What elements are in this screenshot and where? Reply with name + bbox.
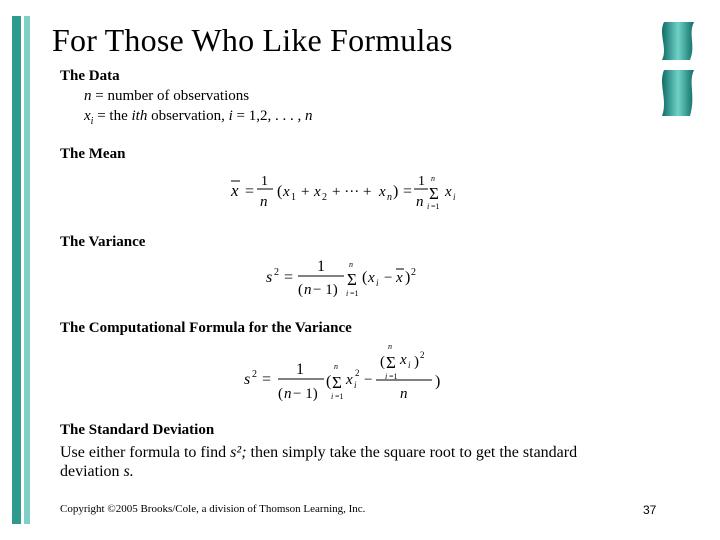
std-description: [60, 443, 635, 481]
data-line-xi-pre: = the: [93, 108, 132, 124]
svg-text:n: n: [431, 174, 435, 183]
svg-text:x: x: [368, 270, 375, 286]
svg-text:2: 2: [274, 267, 279, 278]
var-i: i: [228, 108, 233, 124]
svg-text:n: n: [387, 192, 392, 203]
svg-text:n: n: [284, 386, 292, 402]
copyright-text: Copyright ©2005 Brooks/Cole, a division of Thomson Learning, Inc.: [60, 503, 366, 515]
data-line-xi: [84, 108, 312, 127]
svg-text:2: 2: [252, 369, 257, 380]
variance-formula: [262, 256, 432, 302]
std-text-s2: s²;: [230, 444, 247, 461]
svg-text:1: 1: [296, 361, 304, 378]
svg-text:=1: =1: [335, 392, 344, 401]
svg-text:x: x: [445, 184, 452, 200]
svg-text:i: i: [453, 192, 456, 202]
section-heading-std: The Standard Deviation: [60, 422, 215, 438]
data-line-xi-range: = 1,2, . . . ,: [232, 108, 305, 124]
svg-text:− 1): − 1): [293, 386, 318, 402]
section-heading-mean: The Mean: [60, 146, 126, 162]
std-text-b: then simply take the square root to get the standard deviation: [60, 444, 578, 480]
svg-text:n: n: [400, 386, 408, 402]
var-x: x: [84, 108, 91, 124]
var-n-end: n: [304, 108, 313, 124]
section-heading-variance: The Variance: [60, 234, 146, 250]
wave-decoration-icon: [658, 20, 698, 118]
svg-text:n: n: [388, 342, 392, 351]
svg-text:Σ: Σ: [347, 270, 357, 289]
svg-text:2: 2: [355, 368, 360, 378]
svg-text:1: 1: [317, 258, 325, 275]
svg-text:x: x: [283, 184, 290, 200]
std-text-s: s.: [123, 463, 134, 480]
svg-text:2: 2: [411, 267, 416, 278]
svg-text:+: +: [301, 184, 310, 200]
svg-text:−: −: [384, 270, 393, 286]
svg-text:1: 1: [261, 174, 268, 189]
svg-text:n: n: [260, 194, 268, 210]
svg-text:+ ··· +: + ··· +: [332, 184, 372, 200]
svg-text:2: 2: [322, 192, 327, 203]
data-line-n: [84, 88, 249, 105]
svg-text:=: =: [284, 269, 294, 286]
svg-text:x: x: [346, 372, 353, 388]
svg-text:): ): [414, 354, 419, 370]
svg-text:i: i: [376, 278, 379, 288]
svg-text:Σ: Σ: [429, 184, 439, 203]
svg-text:n: n: [349, 260, 353, 269]
svg-text:n: n: [304, 282, 312, 298]
computational-formula: [240, 342, 460, 404]
svg-text:Σ: Σ: [332, 373, 342, 392]
page-title: For Those Who Like Formulas: [52, 22, 453, 58]
svg-text:(: (: [380, 354, 385, 370]
left-accent-bar-light: [24, 16, 30, 524]
svg-text:x: x: [314, 184, 321, 200]
svg-text:=1: =1: [350, 289, 359, 298]
ith-word: ith: [131, 108, 148, 124]
svg-text:x: x: [400, 352, 407, 368]
svg-text:i: i: [354, 380, 357, 390]
svg-text:− 1): − 1): [313, 282, 338, 298]
svg-text:(: (: [298, 282, 303, 298]
svg-text:=: =: [262, 371, 272, 388]
svg-text:=: =: [403, 183, 413, 200]
svg-text:(: (: [362, 269, 368, 286]
svg-text:1: 1: [291, 192, 296, 203]
var-n: n: [84, 88, 92, 104]
svg-text:i: i: [331, 392, 334, 401]
svg-text:Σ: Σ: [386, 353, 396, 372]
svg-text:): ): [393, 183, 399, 200]
mean-formula: [225, 168, 465, 216]
svg-text:s: s: [244, 371, 251, 388]
svg-text:i: i: [385, 372, 388, 381]
svg-text:x: x: [231, 181, 239, 200]
std-text-a: Use either formula to find: [60, 444, 231, 461]
section-heading-computational: The Computational Formula for the Variance: [60, 320, 352, 336]
svg-text:1: 1: [418, 174, 425, 189]
section-heading-data: The Data: [60, 68, 120, 84]
svg-text:−: −: [364, 372, 373, 388]
var-x-sub: i: [90, 116, 94, 127]
data-line-xi-post: observation,: [147, 108, 229, 124]
svg-text:=1: =1: [431, 202, 440, 211]
svg-text:i: i: [427, 202, 430, 211]
svg-text:x: x: [396, 270, 403, 286]
svg-text:): ): [435, 373, 441, 390]
page-number: 37: [643, 503, 657, 517]
svg-text:x: x: [379, 184, 386, 200]
svg-text:): ): [405, 269, 411, 286]
svg-text:(: (: [278, 386, 283, 402]
svg-text:=1: =1: [389, 372, 398, 381]
svg-text:=: =: [245, 183, 255, 200]
svg-text:(: (: [326, 373, 332, 390]
svg-text:i: i: [408, 360, 411, 370]
svg-text:n: n: [334, 362, 338, 371]
svg-text:2: 2: [420, 350, 425, 360]
svg-text:(: (: [277, 183, 283, 200]
data-line-n-text: = number of observations: [91, 88, 250, 104]
svg-text:i: i: [346, 289, 349, 298]
svg-text:s: s: [266, 269, 273, 286]
svg-text:n: n: [416, 194, 424, 210]
left-accent-bar: [12, 16, 21, 524]
